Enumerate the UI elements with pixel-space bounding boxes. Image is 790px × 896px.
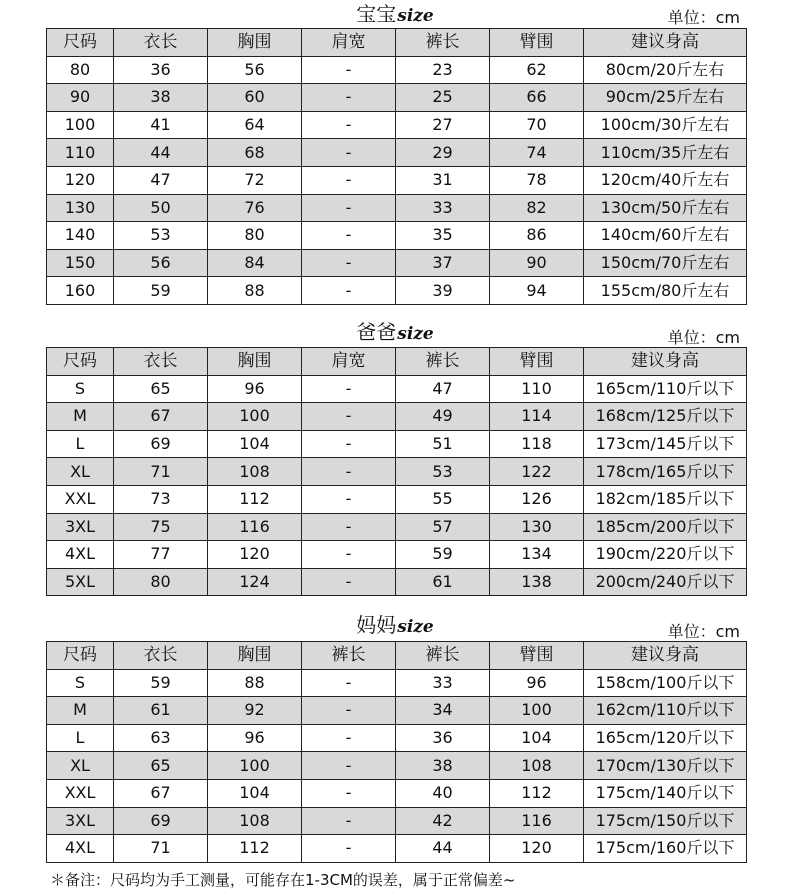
table-cell: 35 xyxy=(396,222,490,250)
table-cell: 56 xyxy=(114,249,208,277)
table-cell: 78 xyxy=(490,166,584,194)
column-header: 衣长 xyxy=(114,29,208,57)
table-cell: 82 xyxy=(490,194,584,222)
table-cell: 88 xyxy=(208,277,302,305)
table-cell: 71 xyxy=(114,835,208,863)
table-cell: - xyxy=(302,403,396,431)
table-cell: 61 xyxy=(396,568,490,596)
table-cell: - xyxy=(302,139,396,167)
table-cell: 33 xyxy=(396,669,490,697)
table-cell: 96 xyxy=(490,669,584,697)
table-header-row xyxy=(47,642,747,670)
table-cell: 138 xyxy=(490,568,584,596)
table-cell: - xyxy=(302,458,396,486)
table-cell: 69 xyxy=(114,807,208,835)
table-cell: - xyxy=(302,485,396,513)
table-row xyxy=(47,724,747,752)
table-cell: XL xyxy=(47,458,114,486)
table-cell: 100 xyxy=(208,752,302,780)
table-cell: 44 xyxy=(114,139,208,167)
table-cell: 173cm/145斤以下 xyxy=(584,430,747,458)
table-cell: 67 xyxy=(114,779,208,807)
table-cell: 170cm/130斤以下 xyxy=(584,752,747,780)
baby-unit-label: 单位：cm xyxy=(667,8,740,27)
table-row xyxy=(47,111,747,139)
dad-title-text: 爸爸 xyxy=(356,320,397,344)
table-cell: 182cm/185斤以下 xyxy=(584,485,747,513)
table-cell: 124 xyxy=(208,568,302,596)
table-cell: 74 xyxy=(490,139,584,167)
table-row xyxy=(47,779,747,807)
mom-size-table xyxy=(46,641,747,863)
table-cell: 150 xyxy=(47,249,114,277)
table-cell: 126 xyxy=(490,485,584,513)
table-cell: 51 xyxy=(396,430,490,458)
column-header: 尺码 xyxy=(47,642,114,670)
table-cell: 59 xyxy=(114,669,208,697)
table-cell: 130 xyxy=(47,194,114,222)
table-cell: 80 xyxy=(114,568,208,596)
column-header: 胸围 xyxy=(208,29,302,57)
table-cell: 120 xyxy=(208,541,302,569)
table-cell: 122 xyxy=(490,458,584,486)
table-cell: 108 xyxy=(208,458,302,486)
table-cell: 96 xyxy=(208,375,302,403)
table-cell: 73 xyxy=(114,485,208,513)
table-cell: 50 xyxy=(114,194,208,222)
table-cell: 155cm/80斤左右 xyxy=(584,277,747,305)
table-cell: 130 xyxy=(490,513,584,541)
table-cell: 67 xyxy=(114,403,208,431)
table-cell: - xyxy=(302,513,396,541)
table-row xyxy=(47,835,747,863)
table-cell: 41 xyxy=(114,111,208,139)
table-cell: 27 xyxy=(396,111,490,139)
table-cell: XL xyxy=(47,752,114,780)
table-cell: - xyxy=(302,166,396,194)
table-cell: - xyxy=(302,84,396,112)
table-cell: 64 xyxy=(208,111,302,139)
table-cell: 150cm/70斤左右 xyxy=(584,249,747,277)
table-cell: 112 xyxy=(490,779,584,807)
table-cell: 3XL xyxy=(47,807,114,835)
table-cell: 36 xyxy=(114,56,208,84)
table-cell: 65 xyxy=(114,375,208,403)
table-row xyxy=(47,541,747,569)
baby-size-table xyxy=(46,28,747,305)
table-cell: - xyxy=(302,222,396,250)
table-cell: 94 xyxy=(490,277,584,305)
table-cell: 100 xyxy=(208,403,302,431)
table-row xyxy=(47,194,747,222)
table-row xyxy=(47,669,747,697)
table-row xyxy=(47,807,747,835)
table-cell: 68 xyxy=(208,139,302,167)
table-row xyxy=(47,485,747,513)
table-cell: 4XL xyxy=(47,541,114,569)
table-cell: 23 xyxy=(396,56,490,84)
table-cell: 59 xyxy=(114,277,208,305)
table-cell: 36 xyxy=(396,724,490,752)
table-cell: 57 xyxy=(396,513,490,541)
table-cell: - xyxy=(302,669,396,697)
table-row xyxy=(47,403,747,431)
column-header: 肩宽 xyxy=(302,29,396,57)
footnote: ＊备注：尺码均为手工测量，可能存在1-3CM的误差，属于正常偏差~ xyxy=(50,871,516,889)
table-cell: 100 xyxy=(490,697,584,725)
mom-title-suffix: size xyxy=(397,617,434,637)
table-cell: 158cm/100斤以下 xyxy=(584,669,747,697)
table-cell: 112 xyxy=(208,835,302,863)
table-cell: 190cm/220斤以下 xyxy=(584,541,747,569)
table-row xyxy=(47,277,747,305)
table-cell: 47 xyxy=(396,375,490,403)
mom-title-text: 妈妈 xyxy=(356,613,397,637)
table-cell: 42 xyxy=(396,807,490,835)
table-cell: 108 xyxy=(490,752,584,780)
table-row xyxy=(47,430,747,458)
column-header: 尺码 xyxy=(47,348,114,376)
table-cell: 37 xyxy=(396,249,490,277)
table-row xyxy=(47,697,747,725)
table-cell: 100 xyxy=(47,111,114,139)
table-cell: 47 xyxy=(114,166,208,194)
column-header: 建议身高 xyxy=(584,29,747,57)
table-cell: - xyxy=(302,277,396,305)
table-cell: - xyxy=(302,724,396,752)
table-cell: 40 xyxy=(396,779,490,807)
column-header: 裤长 xyxy=(396,29,490,57)
table-cell: 90cm/25斤左右 xyxy=(584,84,747,112)
column-header: 衣长 xyxy=(114,642,208,670)
table-cell: 84 xyxy=(208,249,302,277)
table-cell: - xyxy=(302,375,396,403)
table-cell: 100cm/30斤左右 xyxy=(584,111,747,139)
column-header: 尺码 xyxy=(47,29,114,57)
baby-title-text: 宝宝 xyxy=(356,2,397,26)
table-cell: 116 xyxy=(208,513,302,541)
table-cell: 175cm/160斤以下 xyxy=(584,835,747,863)
table-cell: XXL xyxy=(47,779,114,807)
table-row xyxy=(47,166,747,194)
table-cell: 120cm/40斤左右 xyxy=(584,166,747,194)
column-header: 裤长 xyxy=(302,642,396,670)
table-cell: 165cm/120斤以下 xyxy=(584,724,747,752)
table-cell: 38 xyxy=(396,752,490,780)
table-cell: 104 xyxy=(208,779,302,807)
table-header-row xyxy=(47,348,747,376)
table-cell: 60 xyxy=(208,84,302,112)
table-cell: 114 xyxy=(490,403,584,431)
table-cell: 34 xyxy=(396,697,490,725)
table-cell: 53 xyxy=(396,458,490,486)
table-cell: 120 xyxy=(47,166,114,194)
table-cell: 130cm/50斤左右 xyxy=(584,194,747,222)
table-cell: 56 xyxy=(208,56,302,84)
table-cell: 86 xyxy=(490,222,584,250)
table-cell: L xyxy=(47,430,114,458)
table-cell: 120 xyxy=(490,835,584,863)
column-header: 臂围 xyxy=(490,642,584,670)
table-cell: 76 xyxy=(208,194,302,222)
table-cell: - xyxy=(302,807,396,835)
table-cell: M xyxy=(47,697,114,725)
table-row xyxy=(47,249,747,277)
table-cell: 116 xyxy=(490,807,584,835)
table-cell: 55 xyxy=(396,485,490,513)
table-cell: 69 xyxy=(114,430,208,458)
table-cell: M xyxy=(47,403,114,431)
table-cell: 110 xyxy=(490,375,584,403)
table-cell: S xyxy=(47,375,114,403)
mom-unit-label: 单位：cm xyxy=(667,622,740,641)
table-cell: XXL xyxy=(47,485,114,513)
table-header-row xyxy=(47,29,747,57)
table-cell: 104 xyxy=(208,430,302,458)
table-cell: 134 xyxy=(490,541,584,569)
table-cell: 178cm/165斤以下 xyxy=(584,458,747,486)
column-header: 臂围 xyxy=(490,348,584,376)
table-row xyxy=(47,513,747,541)
table-cell: 4XL xyxy=(47,835,114,863)
table-cell: - xyxy=(302,111,396,139)
baby-title-suffix: size xyxy=(397,6,434,26)
table-cell: 160 xyxy=(47,277,114,305)
table-cell: 118 xyxy=(490,430,584,458)
table-cell: 53 xyxy=(114,222,208,250)
table-cell: 80 xyxy=(208,222,302,250)
table-cell: 49 xyxy=(396,403,490,431)
table-cell: 104 xyxy=(490,724,584,752)
table-cell: 38 xyxy=(114,84,208,112)
table-cell: 61 xyxy=(114,697,208,725)
table-cell: 33 xyxy=(396,194,490,222)
table-cell: S xyxy=(47,669,114,697)
table-cell: - xyxy=(302,752,396,780)
column-header: 胸围 xyxy=(208,348,302,376)
dad-unit-label: 单位：cm xyxy=(667,328,740,347)
table-cell: L xyxy=(47,724,114,752)
column-header: 臂围 xyxy=(490,29,584,57)
table-row xyxy=(47,568,747,596)
table-cell: 112 xyxy=(208,485,302,513)
table-cell: 77 xyxy=(114,541,208,569)
column-header: 裤长 xyxy=(396,642,490,670)
table-cell: 140 xyxy=(47,222,114,250)
table-cell: - xyxy=(302,430,396,458)
table-cell: - xyxy=(302,568,396,596)
table-cell: 140cm/60斤左右 xyxy=(584,222,747,250)
table-cell: 62 xyxy=(490,56,584,84)
table-cell: 39 xyxy=(396,277,490,305)
table-cell: 175cm/150斤以下 xyxy=(584,807,747,835)
table-cell: 70 xyxy=(490,111,584,139)
table-cell: 29 xyxy=(396,139,490,167)
table-cell: 90 xyxy=(47,84,114,112)
column-header: 衣长 xyxy=(114,348,208,376)
table-cell: 5XL xyxy=(47,568,114,596)
table-cell: 200cm/240斤以下 xyxy=(584,568,747,596)
table-cell: 44 xyxy=(396,835,490,863)
table-cell: 80 xyxy=(47,56,114,84)
table-cell: - xyxy=(302,697,396,725)
table-cell: - xyxy=(302,194,396,222)
table-cell: 66 xyxy=(490,84,584,112)
column-header: 建议身高 xyxy=(584,348,747,376)
table-cell: - xyxy=(302,835,396,863)
dad-size-table xyxy=(46,347,747,596)
column-header: 肩宽 xyxy=(302,348,396,376)
table-cell: 72 xyxy=(208,166,302,194)
dad-title-suffix: size xyxy=(397,324,434,344)
column-header: 裤长 xyxy=(396,348,490,376)
table-cell: 175cm/140斤以下 xyxy=(584,779,747,807)
table-cell: 75 xyxy=(114,513,208,541)
table-cell: 65 xyxy=(114,752,208,780)
table-row xyxy=(47,56,747,84)
column-header: 胸围 xyxy=(208,642,302,670)
table-cell: 185cm/200斤以下 xyxy=(584,513,747,541)
table-cell: 110cm/35斤左右 xyxy=(584,139,747,167)
table-cell: - xyxy=(302,249,396,277)
table-cell: 165cm/110斤以下 xyxy=(584,375,747,403)
table-cell: 59 xyxy=(396,541,490,569)
table-row xyxy=(47,222,747,250)
table-cell: 168cm/125斤以下 xyxy=(584,403,747,431)
table-cell: 25 xyxy=(396,84,490,112)
table-row xyxy=(47,752,747,780)
table-cell: - xyxy=(302,56,396,84)
table-row xyxy=(47,458,747,486)
table-cell: 162cm/110斤以下 xyxy=(584,697,747,725)
table-cell: 80cm/20斤左右 xyxy=(584,56,747,84)
table-cell: 63 xyxy=(114,724,208,752)
table-cell: 88 xyxy=(208,669,302,697)
column-header: 建议身高 xyxy=(584,642,747,670)
table-cell: 96 xyxy=(208,724,302,752)
table-cell: - xyxy=(302,779,396,807)
table-row xyxy=(47,375,747,403)
table-cell: 108 xyxy=(208,807,302,835)
table-cell: 3XL xyxy=(47,513,114,541)
table-cell: 110 xyxy=(47,139,114,167)
table-cell: 90 xyxy=(490,249,584,277)
table-row xyxy=(47,84,747,112)
table-cell: 92 xyxy=(208,697,302,725)
table-row xyxy=(47,139,747,167)
table-cell: 71 xyxy=(114,458,208,486)
table-cell: - xyxy=(302,541,396,569)
table-cell: 31 xyxy=(396,166,490,194)
